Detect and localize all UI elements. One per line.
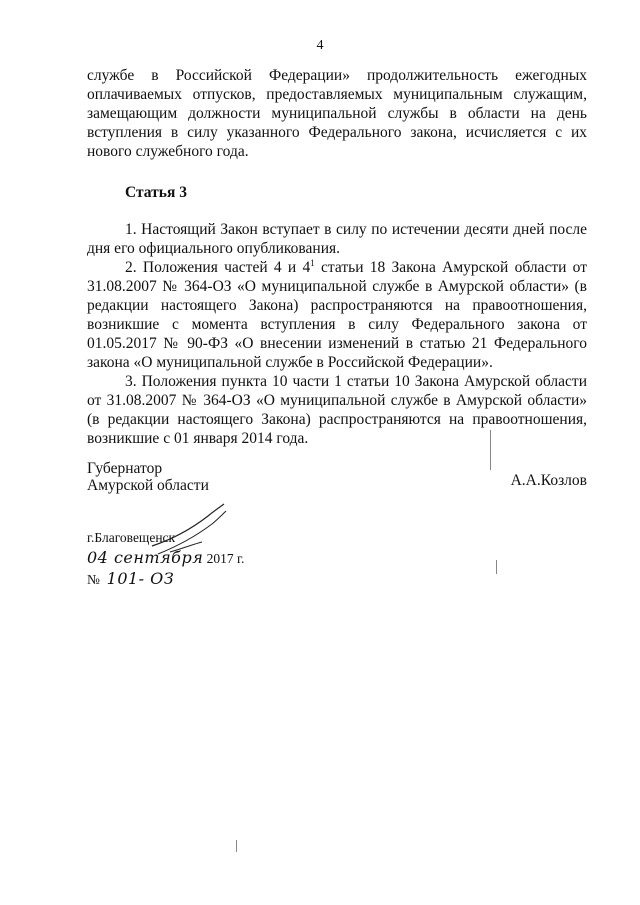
page-number: 4 (316, 38, 324, 53)
signature-block (87, 460, 587, 494)
paragraph-continuation: службе в Российской Федерации» продолжительность ежегодных оплачиваемых отпусков, предоставляемых муниципальным служащим, замещающим должности муниципальной службы в области на день вступления в силу указанного Федерального закона, исчисляется с их нового служебного года. (87, 67, 587, 160)
item-2-text-end: статьи 18 Закона Амурской области от 31.08.2007 № 364-ОЗ «О муниципальной службе в Амурской области» (в редакции настоящего Закона) распространяются на правоотношения, возникшие с момента вступления в силу Федерального закона от 01.05.2017 № 90-ФЗ «О внесении изменений в статью 21 Федерального закона «О муниципальной службе в Российской Федерации». (87, 259, 587, 371)
paragraph-item-1: 1. Настоящий Закон вступает в силу по истечении десяти дней после дня его официального опубликования. (87, 221, 587, 257)
superscript: 1 (310, 257, 315, 268)
document-body (87, 66, 587, 448)
number-line (87, 569, 244, 590)
governor-name: А.А.Козлов (510, 472, 587, 489)
signature-scribble (150, 502, 230, 562)
scan-mark (490, 430, 491, 470)
place: г.Благовещенск (87, 530, 176, 545)
paragraph-item-3: 3. Положения пункта 10 части 1 статьи 10 Закона Амурской области от 31.08.2007 № 364-ОЗ «О муниципальной службе в Амурской области» (в редакции настоящего Закона) распространяются на правоотношения, возникшие с 01 января 2014 года. (87, 373, 587, 447)
scan-mark (496, 560, 497, 574)
date-year: 2017 г. (206, 551, 245, 566)
item-2-text-start: 2. Положения частей 4 и 4 (125, 259, 311, 276)
scan-mark (236, 840, 237, 852)
paragraph-item-2 (87, 258, 587, 372)
handwritten-number: 101- ОЗ (106, 569, 175, 588)
governor-title-line-2: Амурской области (87, 477, 209, 494)
handwritten-date: 04 сентября (87, 548, 204, 567)
article-heading: Статья 3 (125, 184, 187, 201)
governor-title-line-1: Губернатор (87, 460, 163, 477)
number-label: № (87, 572, 100, 587)
